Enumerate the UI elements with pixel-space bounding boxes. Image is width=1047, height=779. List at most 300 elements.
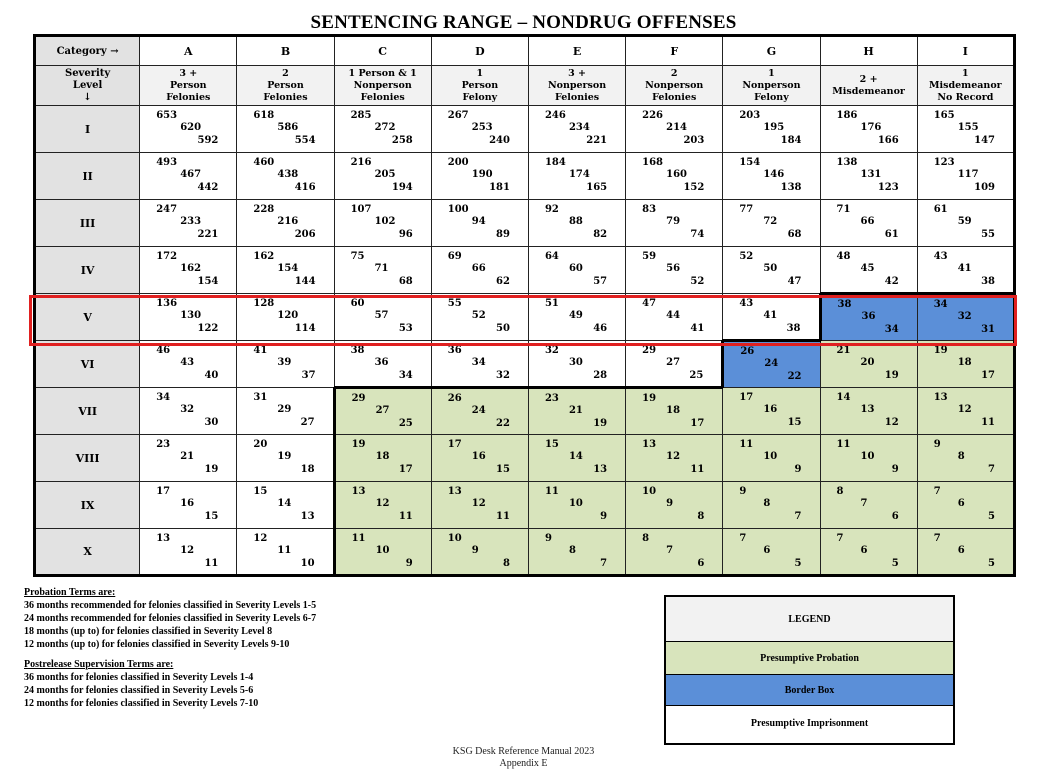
grid-cell-viii-i [917, 435, 1014, 482]
category-e-description [528, 66, 625, 106]
standard-value: 94 [471, 216, 486, 227]
mitigated-value: 592 [197, 135, 219, 146]
category-h-description [820, 66, 917, 106]
mitigated-value: 109 [974, 182, 995, 193]
grid-cell-ii-i [917, 153, 1014, 200]
standard-value: 24 [764, 358, 779, 369]
category-g-header: G [723, 36, 820, 66]
aggravated-value: 64 [544, 251, 559, 262]
category-d-description [431, 66, 528, 106]
aggravated-value: 168 [642, 157, 664, 168]
aggravated-value: 47 [642, 298, 657, 309]
aggravated-value: 165 [933, 110, 955, 121]
mitigated-value: 55 [981, 229, 995, 240]
severity-row-x [35, 529, 1015, 576]
standard-value: 12 [471, 498, 486, 509]
standard-value: 155 [957, 122, 979, 133]
aggravated-value: 26 [447, 393, 462, 404]
mitigated-value: 258 [391, 135, 413, 146]
grid-cell-vi-c [334, 341, 431, 388]
grid-cell-i-i [917, 106, 1014, 153]
aggravated-value: 226 [642, 110, 664, 121]
standard-value: 14 [277, 498, 292, 509]
severity-row-iii [35, 200, 1015, 247]
grid-cell-ii-c [334, 153, 431, 200]
standard-value: 36 [374, 357, 389, 368]
mitigated-value: 31 [981, 324, 995, 335]
grid-cell-viii-h [820, 435, 917, 482]
standard-value: 130 [180, 310, 202, 321]
grid-cell-ii-f [626, 153, 723, 200]
standard-value: 79 [666, 216, 681, 227]
aggravated-value: 13 [642, 439, 657, 450]
standard-value: 49 [568, 310, 583, 321]
grid-cell-vi-g [723, 341, 820, 388]
grid-cell-iv-h [820, 247, 917, 294]
aggravated-value: 29 [642, 345, 657, 356]
aggravated-value: 60 [350, 298, 365, 309]
grid-cell-v-g [723, 294, 820, 341]
grid-cell-x-c [334, 529, 431, 576]
aggravated-value: 228 [253, 204, 275, 215]
mitigated-value: 57 [593, 276, 608, 287]
severity-row-viii [35, 435, 1015, 482]
grid-cell-v-i [917, 294, 1014, 341]
aggravated-value: 7 [836, 533, 844, 544]
standard-value: 43 [180, 357, 195, 368]
probation-terms-heading: Probation Terms are: [24, 587, 116, 598]
standard-value: 10 [375, 545, 390, 556]
mitigated-value: 5 [988, 558, 995, 569]
grid-cell-iii-c [334, 200, 431, 247]
aggravated-value: 10 [642, 486, 657, 497]
standard-value: 216 [277, 216, 299, 227]
grid-cell-ix-i [917, 482, 1014, 529]
grid-cell-ii-h [820, 153, 917, 200]
standard-value: 66 [860, 216, 875, 227]
grid-cell-viii-g [723, 435, 820, 482]
aggravated-value: 15 [544, 439, 559, 450]
aggravated-value: 8 [836, 486, 844, 497]
category-c-description [334, 66, 431, 106]
aggravated-value: 154 [739, 157, 761, 168]
grid-cell-iv-f [626, 247, 723, 294]
aggravated-value: 172 [156, 251, 178, 262]
mitigated-value: 61 [884, 229, 899, 240]
standard-value: 120 [277, 310, 299, 321]
aggravated-value: 267 [447, 110, 469, 121]
aggravated-value: 9 [933, 439, 941, 450]
grid-cell-iii-b [237, 200, 334, 247]
mitigated-value: 11 [981, 417, 995, 428]
mitigated-value: 9 [794, 464, 802, 475]
standard-value: 14 [568, 451, 583, 462]
aggravated-value: 123 [933, 157, 955, 168]
mitigated-value: 5 [891, 558, 899, 569]
standard-value: 32 [957, 311, 972, 322]
aggravated-value: 38 [350, 345, 365, 356]
grid-cell-iv-g [723, 247, 820, 294]
mitigated-value: 19 [884, 370, 899, 381]
aggravated-value: 162 [253, 251, 275, 262]
severity-row-vii [35, 388, 1015, 435]
severity-axis-label-line: Level [72, 79, 103, 91]
severity-row-ix [35, 482, 1015, 529]
severity-row-v [35, 294, 1015, 341]
severity-row-vi [35, 341, 1015, 388]
standard-value: 10 [763, 451, 778, 462]
mitigated-value: 166 [877, 135, 899, 146]
aggravated-value: 19 [933, 345, 948, 356]
severity-level-iv: IV [35, 247, 140, 294]
mitigated-value: 22 [496, 418, 510, 429]
aggravated-value: 13 [351, 486, 366, 497]
standard-value: 102 [374, 216, 396, 227]
aggravated-value: 83 [642, 204, 657, 215]
mitigated-value: 28 [593, 370, 608, 381]
grid-cell-viii-a [140, 435, 237, 482]
standard-value: 154 [277, 263, 299, 274]
aggravated-value: 11 [739, 439, 754, 450]
standard-value: 16 [180, 498, 195, 509]
severity-axis-label-line: ↓ [83, 91, 92, 103]
probation-term-line: 12 months (up to) for felonies classified in Severity Levels 9-10 [24, 639, 290, 650]
standard-value: 59 [957, 216, 972, 227]
aggravated-value: 136 [156, 298, 178, 309]
mitigated-value: 96 [398, 229, 413, 240]
severity-level-viii: VIII [35, 435, 140, 482]
grid-cell-viii-e [528, 435, 625, 482]
mitigated-value: 11 [690, 464, 705, 475]
aggravated-value: 9 [739, 486, 747, 497]
aggravated-value: 247 [156, 204, 178, 215]
grid-cell-ix-f [626, 482, 723, 529]
mitigated-value: 9 [891, 464, 899, 475]
category-d-header: D [431, 36, 528, 66]
aggravated-value: 36 [447, 345, 462, 356]
standard-value: 27 [375, 405, 390, 416]
standard-value: 12 [957, 404, 972, 415]
grid-cell-v-b [237, 294, 334, 341]
aggravated-value: 43 [739, 298, 754, 309]
mitigated-value: 203 [683, 135, 705, 146]
mitigated-value: 34 [398, 370, 413, 381]
standard-value: 27 [666, 357, 681, 368]
mitigated-value: 122 [197, 323, 219, 334]
legend-presumptive-probation: Presumptive Probation [666, 642, 953, 675]
severity-axis-label [35, 66, 140, 106]
grid-cell-vii-i [917, 388, 1014, 435]
mitigated-value: 15 [496, 464, 510, 475]
mitigated-value: 52 [690, 276, 705, 287]
terms-notes [24, 586, 316, 710]
category-description-line: 1 [476, 67, 484, 79]
mitigated-value: 17 [690, 418, 705, 429]
aggravated-value: 246 [544, 110, 566, 121]
aggravated-value: 200 [447, 157, 469, 168]
category-f-header: F [626, 36, 723, 66]
standard-value: 36 [861, 311, 876, 322]
aggravated-value: 285 [350, 110, 372, 121]
standard-value: 16 [471, 451, 486, 462]
grid-cell-i-c [334, 106, 431, 153]
aggravated-value: 71 [836, 204, 851, 215]
grid-cell-iii-e [528, 200, 625, 247]
aggravated-value: 38 [837, 299, 852, 310]
grid-cell-ii-d [431, 153, 528, 200]
standard-value: 88 [568, 216, 583, 227]
mitigated-value: 19 [204, 464, 219, 475]
mitigated-value: 206 [294, 229, 316, 240]
standard-value: 45 [860, 263, 875, 274]
grid-cell-ii-g [723, 153, 820, 200]
grid-cell-x-i [917, 529, 1014, 576]
grid-cell-ix-c [334, 482, 431, 529]
grid-cell-vii-e [528, 388, 625, 435]
mitigated-value: 184 [780, 135, 802, 146]
grid-cell-i-d [431, 106, 528, 153]
severity-level-iii: III [35, 200, 140, 247]
grid-cell-viii-b [237, 435, 334, 482]
grid-cell-i-e [528, 106, 625, 153]
mitigated-value: 50 [496, 323, 510, 334]
mitigated-value: 114 [294, 323, 316, 334]
mitigated-value: 5 [794, 558, 802, 569]
mitigated-value: 38 [786, 323, 801, 334]
standard-value: 41 [957, 263, 972, 274]
standard-value: 18 [666, 405, 681, 416]
aggravated-value: 26 [740, 346, 755, 357]
aggravated-value: 14 [836, 392, 851, 403]
aggravated-value: 20 [253, 439, 268, 450]
mitigated-value: 74 [690, 229, 705, 240]
standard-value: 13 [860, 404, 875, 415]
aggravated-value: 11 [836, 439, 851, 450]
category-description-line: 2 + [859, 73, 878, 85]
grid-cell-v-f [626, 294, 723, 341]
grid-cell-ii-b [237, 153, 334, 200]
mitigated-value: 30 [204, 417, 219, 428]
grid-cell-i-g [723, 106, 820, 153]
standard-value: 7 [860, 498, 868, 509]
category-description-line: Felonies [166, 91, 211, 103]
category-description-line: 1 Person & 1 [348, 67, 417, 79]
mitigated-value: 5 [988, 511, 995, 522]
postrelease-term-line: 36 months for felonies classified in Severity Levels 1-4 [24, 672, 254, 683]
grid-cell-iii-a [140, 200, 237, 247]
standard-value: 21 [568, 405, 583, 416]
standard-value: 24 [471, 405, 486, 416]
grid-cell-iv-d [431, 247, 528, 294]
mitigated-value: 10 [300, 558, 315, 569]
legend-border-box: Border Box [666, 675, 953, 706]
mitigated-value: 165 [586, 182, 608, 193]
page-title: SENTENCING RANGE – NONDRUG OFFENSES [310, 12, 737, 33]
aggravated-value: 19 [351, 439, 366, 450]
grid-cell-viii-c [334, 435, 431, 482]
standard-value: 6 [763, 545, 771, 556]
mitigated-value: 19 [593, 418, 608, 429]
mitigated-value: 38 [981, 276, 995, 287]
grid-cell-x-e [528, 529, 625, 576]
grid-cell-ix-d [431, 482, 528, 529]
grid-cell-x-a [140, 529, 237, 576]
sentencing-grid [33, 34, 1016, 577]
category-i-header: I [917, 36, 1014, 66]
mitigated-value: 194 [391, 182, 413, 193]
grid-cell-v-a [140, 294, 237, 341]
mitigated-value: 68 [787, 229, 802, 240]
category-description-line: 3 + [179, 67, 198, 79]
category-description-line: 1 [962, 67, 969, 79]
mitigated-value: 11 [496, 511, 510, 522]
mitigated-value: 46 [593, 323, 608, 334]
aggravated-value: 69 [447, 251, 462, 262]
grid-cell-x-b [237, 529, 334, 576]
probation-term-line: 18 months (up to) for felonies classified in Severity Level 8 [24, 626, 273, 637]
grid-cell-vii-c [334, 388, 431, 435]
severity-level-vii: VII [35, 388, 140, 435]
category-g-description [723, 66, 820, 106]
standard-value: 6 [957, 545, 965, 556]
category-description-line: Nonperson [353, 79, 412, 91]
mitigated-value: 47 [787, 276, 802, 287]
standard-value: 12 [666, 451, 681, 462]
aggravated-value: 138 [836, 157, 858, 168]
mitigated-value: 416 [294, 182, 316, 193]
mitigated-value: 221 [586, 135, 608, 146]
grid-cell-iii-d [431, 200, 528, 247]
severity-level-vi: VI [35, 341, 140, 388]
postrelease-term-line: 24 months for felonies classified in Severity Levels 5-6 [24, 685, 254, 696]
grid-cell-vi-d [431, 341, 528, 388]
aggravated-value: 493 [156, 157, 178, 168]
mitigated-value: 89 [496, 229, 510, 240]
grid-cell-iv-c [334, 247, 431, 294]
grid-cell-iv-i [917, 247, 1014, 294]
aggravated-value: 55 [447, 298, 462, 309]
legend-presumptive-imprisonment: Presumptive Imprisonment [666, 706, 953, 741]
aggravated-value: 186 [836, 110, 858, 121]
standard-value: 18 [375, 451, 390, 462]
grid-cell-i-h [820, 106, 917, 153]
category-axis-label: Category → [35, 36, 140, 66]
aggravated-value: 48 [836, 251, 851, 262]
mitigated-value: 37 [301, 370, 316, 381]
category-description-line: 2 [282, 67, 289, 79]
standard-value: 21 [180, 451, 195, 462]
standard-value: 162 [180, 263, 202, 274]
aggravated-value: 23 [156, 439, 171, 450]
legend [664, 595, 955, 745]
mitigated-value: 152 [683, 182, 705, 193]
grid-cell-v-h [820, 294, 917, 341]
mitigated-value: 221 [197, 229, 219, 240]
standard-value: 174 [568, 169, 590, 180]
aggravated-value: 460 [253, 157, 275, 168]
aggravated-value: 19 [642, 393, 657, 404]
category-b-description [237, 66, 334, 106]
aggravated-value: 618 [253, 110, 275, 121]
aggravated-value: 77 [739, 204, 754, 215]
grid-cell-viii-d [431, 435, 528, 482]
grid-cell-ix-g [723, 482, 820, 529]
aggravated-value: 34 [933, 299, 948, 310]
mitigated-value: 7 [794, 511, 802, 522]
category-c-header: C [334, 36, 431, 66]
aggravated-value: 51 [544, 298, 559, 309]
legend-title: LEGEND [666, 597, 953, 642]
mitigated-value: 25 [689, 370, 704, 381]
aggravated-value: 17 [156, 486, 171, 497]
standard-value: 57 [374, 310, 389, 321]
mitigated-value: 240 [489, 135, 510, 146]
standard-value: 176 [860, 122, 882, 133]
grid-cell-ix-h [820, 482, 917, 529]
category-description-line: No Record [937, 91, 994, 103]
mitigated-value: 40 [204, 370, 219, 381]
severity-row-i [35, 106, 1015, 153]
category-description-line: Misdemeanor [832, 85, 905, 97]
grid-cell-ix-a [140, 482, 237, 529]
standard-value: 10 [860, 451, 875, 462]
mitigated-value: 18 [300, 464, 315, 475]
standard-value: 6 [860, 545, 868, 556]
grid-cell-x-f [626, 529, 723, 576]
standard-value: 8 [568, 545, 576, 556]
category-description-line: Person [461, 79, 499, 91]
aggravated-value: 128 [253, 298, 275, 309]
mitigated-value: 41 [690, 323, 705, 334]
aggravated-value: 92 [544, 204, 559, 215]
severity-level-v: V [35, 294, 140, 341]
grid-cell-vii-b [237, 388, 334, 435]
standard-value: 117 [957, 169, 979, 180]
aggravated-value: 100 [447, 204, 469, 215]
standard-value: 12 [375, 498, 390, 509]
mitigated-value: 8 [697, 511, 705, 522]
grid-cell-viii-f [626, 435, 723, 482]
aggravated-value: 7 [739, 533, 747, 544]
standard-value: 44 [666, 310, 681, 321]
grid-cell-ii-a [140, 153, 237, 200]
grid-cell-v-c [334, 294, 431, 341]
standard-value: 66 [471, 263, 486, 274]
severity-level-i: I [35, 106, 140, 153]
mitigated-value: 13 [300, 511, 315, 522]
aggravated-value: 32 [544, 345, 559, 356]
standard-value: 214 [666, 122, 688, 133]
aggravated-value: 13 [447, 486, 462, 497]
aggravated-value: 12 [253, 533, 268, 544]
aggravated-value: 52 [739, 251, 754, 262]
grid-cell-v-e [528, 294, 625, 341]
aggravated-value: 43 [933, 251, 948, 262]
aggravated-value: 13 [933, 392, 948, 403]
standard-value: 7 [666, 545, 674, 556]
standard-value: 10 [568, 498, 583, 509]
aggravated-value: 11 [544, 486, 559, 497]
grid-cell-iii-g [723, 200, 820, 247]
category-i-description [917, 66, 1014, 106]
standard-value: 52 [471, 310, 486, 321]
severity-level-ix: IX [35, 482, 140, 529]
category-a-description [140, 66, 237, 106]
aggravated-value: 75 [350, 251, 365, 262]
aggravated-value: 61 [933, 204, 948, 215]
grid-cell-i-a [140, 106, 237, 153]
grid-cell-vi-h [820, 341, 917, 388]
